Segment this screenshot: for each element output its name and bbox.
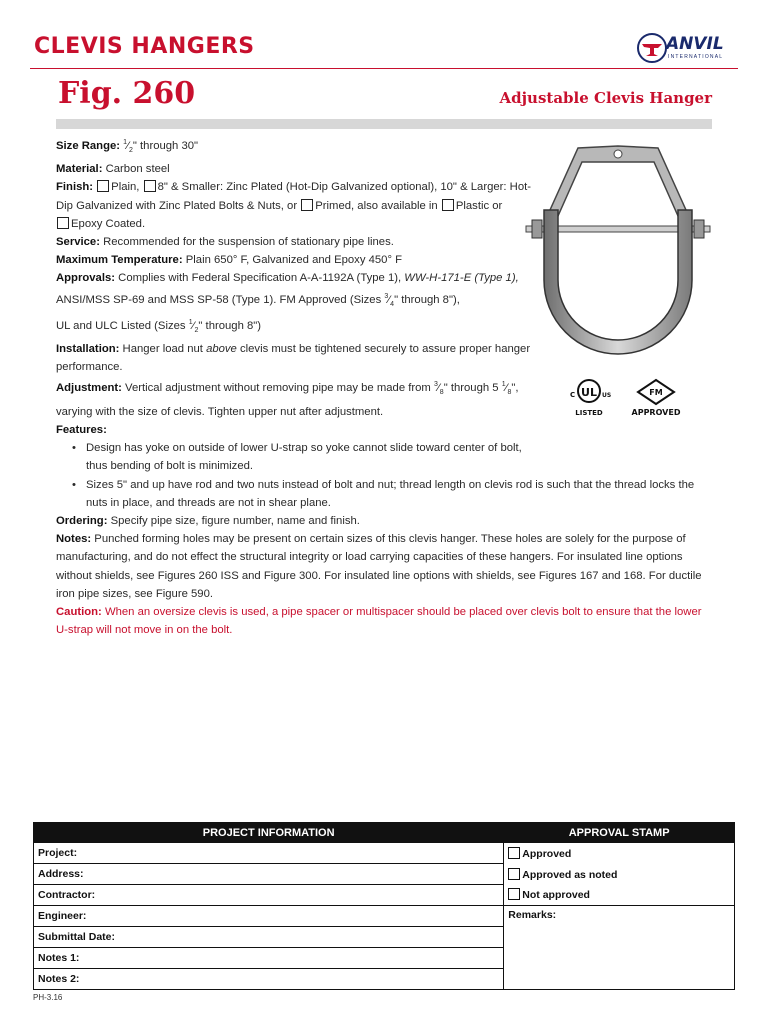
notes-2-field[interactable]: Notes 2: [34,969,504,990]
features-heading: Features: [56,423,107,436]
finish-zinc-checkbox[interactable] [144,180,156,192]
not-approved-option[interactable]: Not approved [504,885,735,906]
features-list [70,439,716,512]
list-item: • Design has yoke on outside of lower U-strap so yoke cannot slide toward center of bolt, thus bending of bolt is minimized. [70,439,540,475]
project-information-header: PROJECT INFORMATION [34,823,504,843]
logo-wordmark: ANVIL [666,34,724,54]
approval-stamp-header: APPROVAL STAMP [504,823,735,843]
title-underline-bar [56,119,712,129]
contractor-field[interactable]: Contractor: [34,885,504,906]
list-item: • Sizes 5" and up have rod and two nuts instead of bolt and nut; thread length on clevis rod is such that the thread locks the nuts in place, and threads are not in shear plane. [70,476,716,512]
logo-subtext: INTERNATIONAL [668,54,724,60]
approved-as-noted-option[interactable]: Approved as noted [504,864,735,885]
figure-name: Adjustable Clevis Hanger [499,89,712,107]
engineer-field[interactable]: Engineer: [34,906,504,927]
figure-number: Fig. 260 [58,76,196,111]
finish: Finish: Plain, 8" & Smaller: Zinc Plated (Hot-Dip Galvanized optional), 10" & Larger: Hot-Dip Galvanized with Zinc Plated Bolts & Nuts, or Primed, also available in Plastic or Epoxy Coated. [56,181,532,230]
fm-approved-label: APPROVED [631,408,681,417]
address-field[interactable]: Address: [34,864,504,885]
anvil-logo [636,30,738,66]
spec-text [56,134,716,639]
svg-text:FM: FM [649,388,663,397]
not-approved-checkbox[interactable] [508,888,520,900]
approvals: Approvals: Complies with Federal Specification A-A-1192A (Type 1), WW-H-171-E (Type 1), ANSI/MSS SP-69 and MSS SP-58 (Type 1). FM Approved (Sizes $^3⁄_4$" through 8"), UL and ULC Listed (Sizes $^1⁄_2$" through 8") [56,272,519,334]
approved-checkbox[interactable] [508,847,520,859]
page-code: PH-3.16 [33,993,63,1002]
approved-option[interactable]: Approved [504,843,735,864]
adjustment: Adjustment: Vertical adjustment without removing pipe may be made from $^3⁄_8$" through 5 $^1⁄_8$", varying with the size of clevis. Tighten upper nut after adjustment. [56,381,519,418]
project-information-table [33,822,735,990]
finish-plain-checkbox[interactable] [97,180,109,192]
caution: Caution: When an oversize clevis is used, a pipe spacer or multispacer should be placed over clevis bolt to ensure that the lower U-strap will not move in on the bolt. [56,605,702,637]
installation: Installation: Hanger load nut above clevis must be tightened securely to assure proper hanger performance. [56,343,531,374]
ordering: Ordering: Specify pipe size, figure number, name and finish. [56,514,360,527]
approved-as-noted-checkbox[interactable] [508,868,520,880]
svg-text:US: US [602,392,612,399]
project-field[interactable]: Project: [34,843,504,864]
section-title: CLEVIS HANGERS [34,34,255,59]
max-temperature: Maximum Temperature: Plain 650° F, Galvanized and Epoxy 450° F [56,254,403,267]
remarks-field[interactable]: Remarks: [504,906,735,990]
notes-1-field[interactable]: Notes 1: [34,948,504,969]
anvil-emblem-icon [636,32,668,64]
material: Material: Carbon steel [56,163,170,176]
finish-plastic-checkbox[interactable] [442,199,454,211]
notes: Notes: Punched forming holes may be present on certain sizes of this clevis hanger. These holes are solely for the purpose of manufacturing, and do not effect the structural integrity or load carrying capacities of these hangers. For insulated line options without shields, see Figures 260 ISS and Figure 300. For insulated line options with shields, see Figures 167 and 168. For ductile iron pipe sizes, see Figure 590. [56,533,702,600]
ul-listed-label: LISTED [575,409,603,417]
finish-primed-checkbox[interactable] [301,199,313,211]
service: Service: Recommended for the suspension of stationary pipe lines. [56,236,394,249]
svg-text:C: C [570,391,576,399]
svg-text:UL: UL [581,386,597,399]
submittal-date-field[interactable]: Submittal Date: [34,927,504,948]
header-divider [30,68,738,69]
size-range: Size Range: $^1⁄_2$" through 30" [56,139,199,155]
finish-epoxy-checkbox[interactable] [57,217,69,229]
